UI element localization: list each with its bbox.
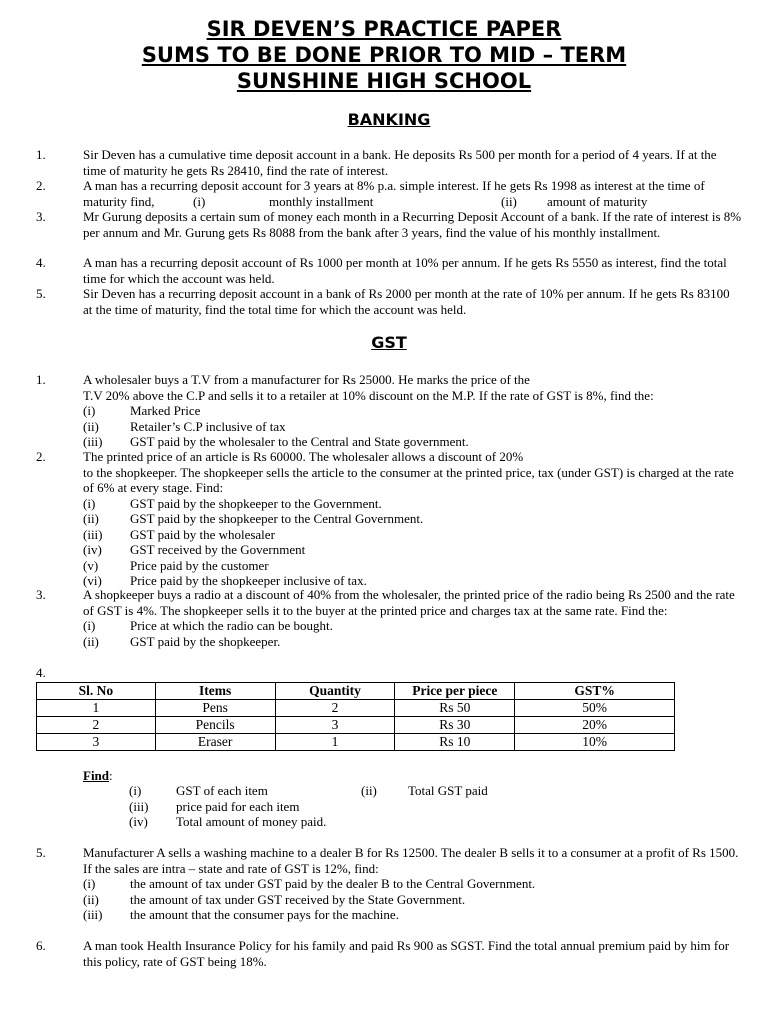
question-number: 4. — [36, 255, 46, 270]
part-number: (ii) — [83, 511, 99, 526]
column-header: Items — [155, 683, 275, 700]
gst-question-2 — [36, 449, 742, 589]
question-part — [83, 907, 742, 923]
question-text: A man has a recurring deposit account for 3 years at 8% p.a. simple interest. If he gets Rs 1998 as interest at the time of maturity find, — [83, 178, 705, 209]
table-row — [37, 717, 675, 734]
part-text: Price at which the radio can be bought. — [130, 618, 333, 633]
part-text: GST paid by the shopkeeper. — [130, 633, 281, 649]
question-number: 2. — [36, 449, 46, 464]
question-text: Sir Deven has a cumulative time deposit account in a bank. He deposits Rs 500 per month for a period of 4 years. If at the time of maturity he gets Rs 28410, find the rate of interest. — [83, 147, 717, 178]
part-number: (iii) — [83, 526, 103, 542]
question-text: T.V 20% above the C.P and sells it to a retailer at 10% discount on the M.P. If the rate of GST is 8%, find the: — [83, 387, 654, 403]
question-text: Mr Gurung deposits a certain sum of money each month in a Recurring Deposit Account of a bank. If the rate of interest is 8% per annum and Mr. Gurung gets Rs 8088 from the bank after 3 years, find the value of his monthly installment. — [83, 209, 742, 240]
part-number: (iv) — [83, 542, 102, 557]
part-text: GST paid by the shopkeeper to the Central Government. — [130, 511, 424, 526]
part-text: Price paid by the customer — [130, 557, 269, 573]
question-text: A man has a recurring deposit account of Rs 1000 per month at 10% per annum. If he gets Rs 5550 as interest, find the total time for which the account was held. — [83, 255, 727, 286]
table-cell: 2 — [275, 700, 395, 717]
question-number: 5. — [36, 286, 46, 301]
part-number: (iv) — [129, 814, 148, 829]
table-cell: Pencils — [155, 717, 275, 734]
part-text: price paid for each item — [176, 798, 300, 814]
question-text: to the shopkeeper. The shopkeeper sells the article to the consumer at the printed price, tax (under GST) is charged at the rate of 6% at every stage. Find: — [83, 464, 734, 495]
question-text: A shopkeeper buys a radio at a discount of 40% from the wholesaler, the printed price of the radio being Rs 2500 and the rate of GST is 4%. The shopkeeper sells it to the buyer at the printed price and charges tax at the same rate. Find the: — [83, 587, 735, 618]
table-cell: 20% — [515, 717, 675, 734]
part-text: GST received by the Government — [130, 542, 306, 557]
question-number: 1. — [36, 372, 46, 387]
part-number: (vi) — [83, 573, 102, 588]
find-label-colon: : — [109, 768, 113, 783]
school-name: SUNSHINE HIGH SCHOOL — [236, 69, 532, 93]
table-cell: 3 — [275, 717, 395, 734]
gst-items-table — [36, 682, 675, 751]
part-number: (ii) — [83, 891, 99, 907]
question-part — [83, 511, 742, 527]
part-text: Price paid by the shopkeeper inclusive of tax. — [130, 573, 367, 588]
part-text: monthly installment — [269, 193, 374, 209]
table-cell: Pens — [155, 700, 275, 717]
question-text: Sir Deven has a recurring deposit account in a bank of Rs 2000 per month at the rate of 10% per annum. If he gets Rs 83100 at the time of maturity, find the total time for which the account was held. — [83, 286, 730, 317]
part-text: Total amount of money paid. — [176, 814, 327, 829]
part-text: GST paid by the shopkeeper to the Government. — [130, 495, 382, 511]
part-text: the amount of tax under GST paid by the dealer B to the Central Government. — [130, 876, 536, 891]
table-cell: 1 — [37, 700, 156, 717]
part-number: (ii) — [83, 633, 99, 649]
gst-question-1 — [36, 372, 742, 450]
banking-question-5 — [36, 286, 742, 317]
part-number: (i) — [83, 495, 96, 511]
banking-question-1 — [36, 147, 742, 178]
part-number: (iii) — [129, 798, 149, 814]
table-row — [37, 734, 675, 751]
table-cell: Eraser — [155, 734, 275, 751]
question-part — [83, 527, 742, 543]
question-number: 1. — [36, 147, 46, 162]
part-number: (i) — [83, 876, 96, 891]
paper-title: SIR DEVEN’S PRACTICE PAPER — [206, 17, 562, 41]
question-text: Manufacturer A sells a washing machine to a dealer B for Rs 12500. The dealer B sells it to a consumer at a profit of Rs 1500. If the sales are intra – state and rate of GST is 12%, find: — [83, 845, 739, 876]
table-cell: 10% — [515, 734, 675, 751]
question-part — [83, 892, 742, 908]
part-number: (i) — [83, 403, 96, 418]
question-part — [83, 634, 742, 650]
gst-question-6 — [36, 938, 742, 969]
question-part — [83, 558, 742, 574]
part-number: (ii) — [501, 193, 517, 209]
gst-question-3 — [36, 587, 742, 649]
part-text: Marked Price — [130, 403, 201, 418]
part-number: (ii) — [83, 418, 99, 434]
table-row — [37, 700, 675, 717]
part-number: (ii) — [361, 783, 377, 798]
question-part — [83, 542, 742, 558]
question-number: 6. — [36, 938, 46, 953]
find-label-text: Find — [83, 768, 110, 783]
question-number: 2. — [36, 178, 46, 193]
banking-question-4 — [36, 255, 742, 286]
part-number: (iii) — [83, 907, 103, 922]
part-text: the amount that the consumer pays for the machine. — [130, 907, 399, 922]
part-number: (iii) — [83, 434, 103, 449]
part-text: amount of maturity — [547, 193, 648, 209]
question-text: The printed price of an article is Rs 60000. The wholesaler allows a discount of 20% — [83, 449, 524, 464]
question-text: A man took Health Insurance Policy for his family and paid Rs 900 as SGST. Find the total annual premium paid by him for this policy, rate of GST being 18%. — [83, 938, 730, 969]
part-number: (v) — [83, 557, 99, 573]
question-part — [83, 618, 742, 634]
column-header: Sl. No — [37, 683, 156, 700]
part-text: the amount of tax under GST received by the State Government. — [130, 891, 466, 907]
part-number: (i) — [193, 193, 206, 209]
table-cell: Rs 30 — [395, 717, 515, 734]
question-text: A wholesaler buys a T.V from a manufacturer for Rs 25000. He marks the price of the — [83, 372, 530, 387]
column-header: GST% — [515, 683, 675, 700]
question-number: 5. — [36, 845, 46, 860]
part-text: Retailer’s C.P inclusive of tax — [130, 418, 286, 434]
part-text: GST of each item — [176, 783, 268, 798]
part-text: GST paid by the wholesaler — [130, 526, 275, 542]
table-cell: Rs 10 — [395, 734, 515, 751]
banking-question-3 — [36, 209, 742, 240]
question-part — [83, 496, 742, 512]
question-part — [83, 876, 742, 892]
table-cell: Rs 50 — [395, 700, 515, 717]
find-label — [83, 768, 113, 784]
column-header: Quantity — [275, 683, 395, 700]
question-part — [83, 419, 742, 435]
gst-question-5 — [36, 845, 742, 923]
section-heading-banking: BANKING — [347, 110, 431, 129]
question-part — [83, 434, 742, 450]
question-number: 3. — [36, 209, 46, 224]
table-cell: 50% — [515, 700, 675, 717]
section-heading-gst: GST — [371, 333, 407, 352]
table-cell: 3 — [37, 734, 156, 751]
paper-subtitle: SUMS TO BE DONE PRIOR TO MID – TERM — [141, 43, 627, 67]
part-text: GST paid by the wholesaler to the Central and State government. — [130, 434, 469, 449]
part-number: (i) — [83, 618, 96, 633]
part-number: (i) — [129, 783, 142, 798]
question-number: 4. — [36, 665, 46, 680]
part-text: Total GST paid — [408, 783, 488, 798]
column-header: Price per piece — [395, 683, 515, 700]
question-part — [83, 403, 742, 419]
table-header-row — [37, 683, 675, 700]
question-number: 3. — [36, 587, 46, 602]
table-cell: 2 — [37, 717, 156, 734]
table-cell: 1 — [275, 734, 395, 751]
